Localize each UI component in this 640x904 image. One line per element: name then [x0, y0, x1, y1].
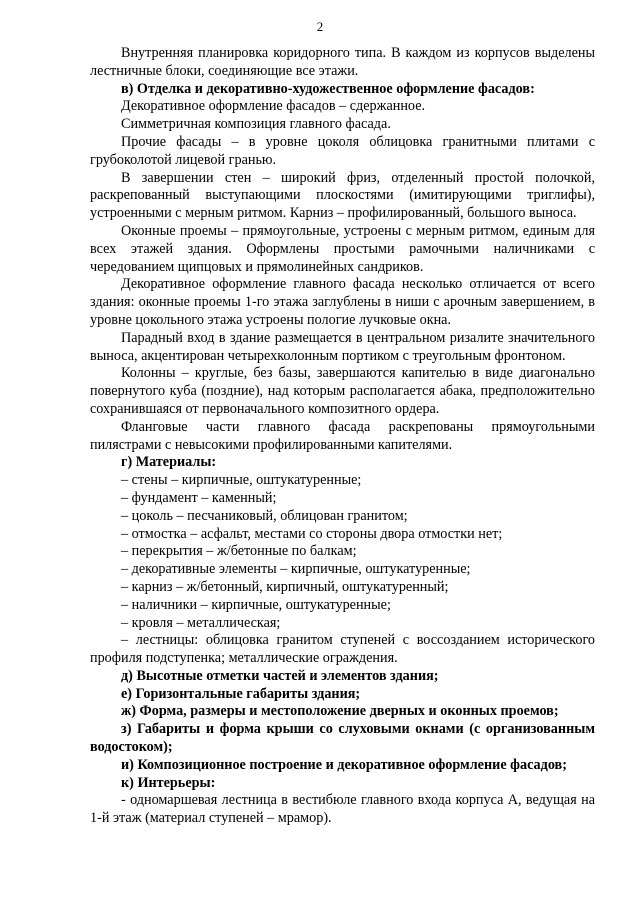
paragraph: В завершении стен – широкий фриз, отделенный простой полочкой, раскрепованный выступающими плоскостями (имитирующими триглифы), устроенными с мерным ритмом. Карниз – профилированный, большого выноса. — [90, 169, 595, 222]
list-item: – стены – кирпичные, оштукатуренные; — [121, 472, 362, 489]
list-item: – карниз – ж/бетонный, кирпичный, оштукатуренный; — [121, 578, 449, 595]
paragraph: Прочие фасады – в уровне цоколя облицовка гранитными плитами с грубоколотой лицевой гранью. — [90, 133, 595, 168]
paragraph: - одномаршевая лестница в вестибюле главного входа корпуса А, ведущая на 1-й этаж (материал ступеней – мрамор). — [90, 792, 595, 827]
list-item: – фундамент – каменный; — [121, 489, 277, 506]
paragraph: Декоративное оформление фасадов – сдержанное. — [121, 98, 426, 115]
paragraph: Симметричная композиция главного фасада. — [121, 116, 391, 133]
paragraph: – лестницы: облицовка гранитом ступеней с воссозданием исторического профиля подступенка; металлические ограждения. — [90, 632, 595, 667]
list-item: – декоративные элементы – кирпичные, оштукатуренные; — [121, 561, 471, 578]
paragraph: Колонны – круглые, без базы, завершаются капителью в виде диагонально повернутого куба (поздние), над которым располагается абака, предположительно сохранившаяся от первоначального композитного ордера. — [90, 365, 595, 417]
section-heading: г) Материалы: — [121, 454, 217, 471]
paragraph: Фланговые части главного фасада раскрепованы прямоугольными пилястрами с невысокими профилированными капителями. — [90, 418, 595, 453]
section-heading: д) Высотные отметки частей и элементов здания; — [121, 667, 439, 684]
list-item: – кровля – металлическая; — [121, 614, 281, 631]
paragraph: Парадный вход в здание размещается в центральном ризалите значительного выноса, акцентирован четырехколонным портиком с треугольным фронтоном. — [90, 329, 595, 364]
section-heading: ж) Форма, размеры и местоположение дверных и оконных проемов; — [121, 703, 559, 720]
paragraph: Оконные проемы – прямоугольные, устроены с мерным ритмом, единым для всех этажей здания. Оформлены простыми рамочными наличниками с чередованием щипцовых и прямолинейных сандриков. — [90, 222, 595, 275]
section-heading: в) Отделка и декоративно-художественное оформление фасадов: — [121, 80, 535, 97]
section-heading: е) Горизонтальные габариты здания; — [121, 685, 361, 702]
section-heading: з) Габариты и форма крыши со слуховыми окнами (с организованным водостоком); — [90, 721, 595, 756]
list-item: – наличники – кирпичные, оштукатуренные; — [121, 596, 391, 613]
list-item: – отмостка – асфальт, местами со стороны двора отмостки нет; — [121, 525, 503, 542]
paragraph: Внутренняя планировка коридорного типа. В каждом из корпусов выделены лестничные блоки, соединяющие все этажи. — [90, 45, 595, 79]
paragraph: Декоративное оформление главного фасада несколько отличается от всего здания: оконные проемы 1-го этажа заглублены в ниши с арочным завершением, в уровне цокольного этажа устроены пологие лучковые окна. — [90, 276, 595, 328]
list-item: – цоколь – песчаниковый, облицован гранитом; — [121, 507, 408, 524]
section-heading: и) Композиционное построение и декоративное оформление фасадов; — [121, 756, 567, 773]
page-number: 2 — [316, 19, 324, 34]
document-body — [90, 45, 595, 828]
list-item: – перекрытия – ж/бетонные по балкам; — [121, 543, 357, 560]
section-heading: к) Интерьеры: — [121, 774, 216, 791]
